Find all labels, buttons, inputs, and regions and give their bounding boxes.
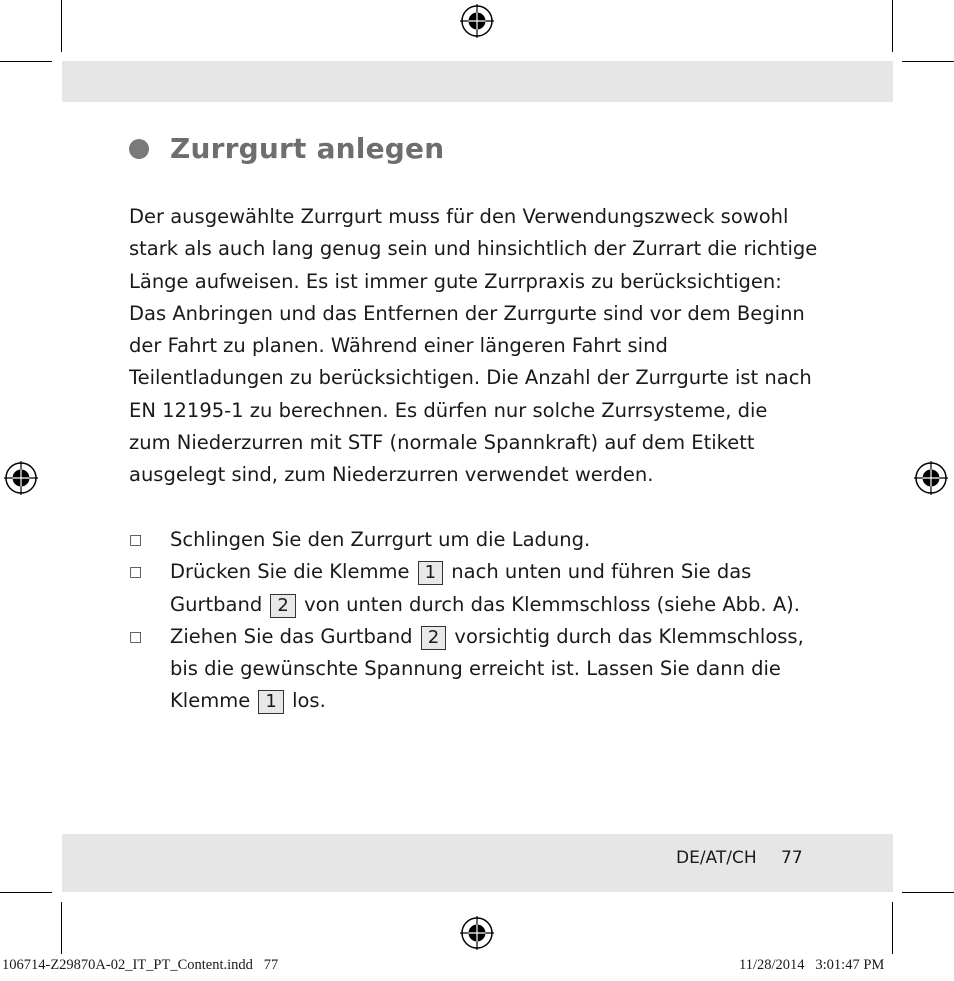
step-text: nach unten und führen Sie das [451, 560, 752, 584]
list-item [129, 556, 829, 621]
registration-mark-icon [4, 461, 38, 495]
registration-mark-icon [460, 916, 494, 950]
crop-mark-br-h [902, 892, 954, 893]
step-line: Schlingen Sie den Zurrgurt um die Ladung. [170, 528, 591, 551]
checkbox-icon: □ [129, 532, 143, 548]
step-text: Ziehen Sie das Gurtband [170, 624, 413, 648]
paragraph-line: EN 12195-1 zu berechnen. Es dürfen nur solche Zurrsysteme, die [129, 398, 768, 422]
bullet-dot-icon [129, 139, 149, 159]
step-line [170, 589, 800, 621]
step-line [170, 621, 804, 653]
step-line: bis die gewünschte Spannung erreicht ist. Lassen Sie dann die [170, 657, 781, 681]
part-number-badge: 2 [421, 626, 446, 650]
paragraph-line: Das Anbringen und das Entfernen der Zurrgurte sind vor dem Beginn [129, 301, 805, 325]
list-item [129, 524, 829, 556]
footer-band [62, 834, 893, 892]
checkbox-icon: □ [129, 628, 143, 645]
part-number-badge: 2 [270, 594, 295, 618]
step-text: los. [292, 689, 326, 713]
paragraph-line: Teilentladungen zu berücksichtigen. Die Anzahl der Zurrgurte ist nach [129, 366, 812, 390]
footer-language: DE/AT/CH [676, 848, 757, 868]
registration-mark-icon [460, 4, 494, 38]
crop-mark-tr-h [902, 61, 954, 62]
part-number-badge: 1 [418, 561, 443, 585]
paragraph-line: zum Niederzurren mit STF (normale Spannkraft) auf dem Etikett [129, 431, 755, 455]
step-text: Drücken Sie die Klemme [170, 560, 410, 584]
list-item [129, 621, 829, 718]
paragraph-line: Der ausgewählte Zurrgurt muss für den Verwendungszweck sowohl [129, 205, 789, 228]
instruction-list [129, 524, 829, 718]
crop-mark-br-v [892, 902, 893, 954]
step-text: vorsichtig durch das Klemmschloss, [454, 624, 804, 648]
crop-mark-tl-v [61, 0, 62, 52]
step-line [170, 685, 804, 717]
crop-mark-tl-h [0, 61, 52, 62]
crop-mark-tr-v [892, 0, 893, 52]
paragraph-line: stark als auch lang genug sein und hinsichtlich der Zurrart die richtige [129, 237, 818, 261]
crop-mark-bl-h [0, 892, 52, 893]
step-line [170, 556, 800, 588]
header-band [62, 61, 893, 102]
step-text: von unten durch das Klemmschloss (siehe Abb. A). [304, 592, 800, 616]
page-title: Zurrgurt anlegen [170, 132, 445, 165]
section-heading [129, 132, 444, 165]
body-paragraph [129, 201, 829, 492]
step-text: Gurtband [170, 592, 263, 616]
checkbox-icon: □ [129, 564, 143, 581]
registration-mark-icon [914, 461, 948, 495]
paragraph-line: Länge aufweisen. Es ist immer gute Zurrpraxis zu berücksichtigen: [129, 269, 782, 293]
crop-mark-bl-v [61, 902, 62, 954]
paragraph-line: der Fahrt zu planen. Während einer längeren Fahrt sind [129, 334, 668, 358]
part-number-badge: 1 [258, 690, 283, 714]
slug-timestamp: 11/28/2014 3:01:47 PM [739, 957, 885, 973]
page-number: 77 [781, 848, 803, 868]
paragraph-line: ausgelegt sind, zum Niederzurren verwendet werden. [129, 463, 654, 487]
slug-filename: 106714-Z29870A-02_IT_PT_Content.indd 77 [2, 957, 279, 973]
step-text: Klemme [170, 689, 251, 713]
